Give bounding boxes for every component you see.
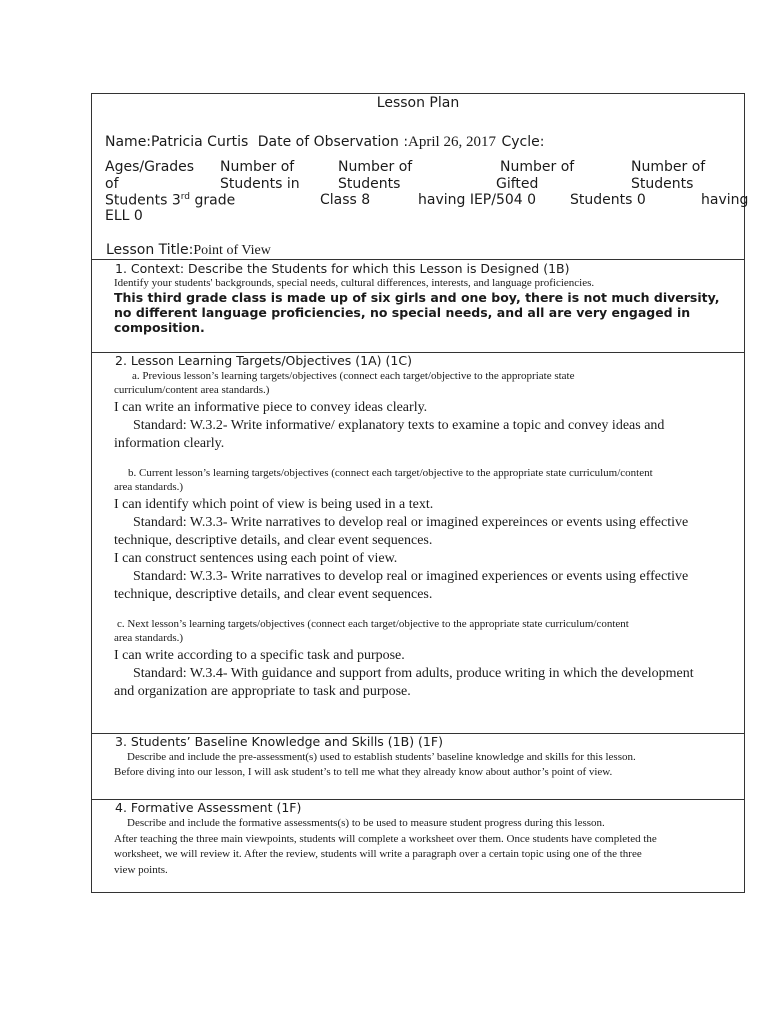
- ages-value: Students 3rd grade: [105, 192, 236, 209]
- section-2b-standard2-1: Standard: W.3.3- Write narratives to develop real or imagined experiences or events using effective: [133, 569, 689, 584]
- section-context: [92, 260, 744, 353]
- gifted-label-1: Number of: [500, 159, 575, 175]
- iep-value: having IEP/504 0: [418, 192, 537, 208]
- class-label-1: Number of: [220, 159, 295, 175]
- section-4-heading: 4. Formative Assessment (1F): [115, 800, 302, 815]
- section-targets: [92, 353, 744, 734]
- section-2b-standard1-1: Standard: W.3.3- Write narratives to develop real or imagined expereinces or events using effective: [133, 515, 689, 530]
- section-2-heading: 2. Lesson Learning Targets/Objectives (1A) (1C): [115, 353, 412, 368]
- section-1-answer-2: no different language proficiencies, no special needs, and all are very engaged in: [114, 305, 691, 320]
- name-label: Name:: [105, 134, 152, 150]
- section-2a-standard-2: information clearly.: [114, 436, 225, 451]
- section-3-answer: Before diving into our lesson, I will ask student’s to tell me what they already know about author’s point of view.: [114, 766, 613, 778]
- date-label: Date of Observation :: [257, 134, 409, 150]
- class-label-2: Students in: [220, 176, 300, 192]
- section-baseline: [92, 734, 744, 800]
- section-2a-target: I can write an informative piece to convey ideas clearly.: [114, 400, 428, 415]
- section-2b-standard2-2: technique, descriptive details, and clear event sequences.: [114, 587, 433, 602]
- section-4-answer-1: After teaching the three main viewpoints, students will complete a worksheet over them. Once students have completed the: [114, 833, 657, 845]
- iep-label-2: Students: [338, 176, 401, 192]
- lesson-title-line: [106, 241, 271, 259]
- section-4-answer-3: view points.: [114, 864, 168, 876]
- lesson-title-label: Lesson Title:: [106, 242, 194, 258]
- section-2a-prompt-2: curriculum/content area standards.): [114, 384, 270, 396]
- header-section: [92, 94, 749, 260]
- section-2c-prompt-1: c. Next lesson’s learning targets/objectives (connect each target/objective to the appropriate state curriculum/content: [117, 618, 629, 630]
- ell-value-2: ELL 0: [105, 208, 143, 224]
- section-2a-standard-1: Standard: W.3.2- Write informative/ explanatory texts to examine a topic and convey ideas and: [133, 418, 665, 433]
- section-4-prompt: Describe and include the formative assessments(s) to be used to measure student progress during this lesson.: [127, 817, 605, 829]
- section-2b-standard1-2: technique, descriptive details, and clear event sequences.: [114, 533, 433, 548]
- section-2c-target: I can write according to a specific task and purpose.: [114, 648, 405, 663]
- gifted-value: Students 0: [570, 192, 646, 208]
- ell-value-1: having: [701, 192, 749, 208]
- section-1-heading: 1. Context: Describe the Students for which this Lesson is Designed (1B): [115, 261, 570, 276]
- ell-label-2: Students: [631, 176, 694, 192]
- gifted-label-2: Gifted: [496, 176, 539, 192]
- lesson-title-value: Point of View: [193, 243, 271, 258]
- section-2c-prompt-2: area standards.): [114, 632, 184, 644]
- section-2b-target-1: I can identify which point of view is being used in a text.: [114, 497, 434, 512]
- section-2b-prompt-1: b. Current lesson’s learning targets/objectives (connect each target/objective to the appropriate state curriculum/content: [128, 467, 653, 479]
- name-line: [105, 134, 544, 151]
- section-1-answer-1: This third grade class is made up of six girls and one boy, there is not much diversity,: [114, 290, 720, 305]
- class-value: Class 8: [320, 192, 371, 208]
- section-2a-prompt-1: a. Previous lesson’s learning targets/objectives (connect each target/objective to the appropriate state: [132, 370, 575, 382]
- date-value: April 26, 2017: [408, 134, 496, 150]
- section-1-prompt: Identify your students' backgrounds, special needs, cultural differences, interests, and language proficiencies.: [114, 277, 595, 289]
- ell-label-1: Number of: [631, 159, 706, 175]
- name-value: Patricia Curtis: [151, 134, 249, 150]
- lesson-plan-document: [91, 93, 749, 893]
- section-4-answer-2: worksheet, we will review it. After the review, students will write a paragraph over a certain topic using one of the three: [114, 848, 642, 860]
- ages-label-2: of: [105, 176, 119, 192]
- page-title: Lesson Plan: [376, 95, 460, 111]
- cycle-label: Cycle:: [501, 134, 545, 150]
- section-formative: [92, 800, 744, 894]
- section-2b-prompt-2: area standards.): [114, 481, 184, 493]
- section-3-heading: 3. Students’ Baseline Knowledge and Skills (1B) (1F): [115, 734, 443, 749]
- section-1-answer-3: composition.: [114, 320, 205, 335]
- iep-label-1: Number of: [338, 159, 413, 175]
- ages-label-1: Ages/Grades: [105, 159, 195, 175]
- section-2b-target-2: I can construct sentences using each point of view.: [114, 551, 398, 566]
- section-3-prompt: Describe and include the pre-assessment(s) used to establish students’ baseline knowledge and skills for this lesson.: [127, 751, 636, 763]
- section-2c-standard-1: Standard: W.3.4- With guidance and support from adults, produce writing in which the development: [133, 666, 694, 681]
- section-2c-standard-2: and organization are appropriate to task and purpose.: [114, 684, 411, 699]
